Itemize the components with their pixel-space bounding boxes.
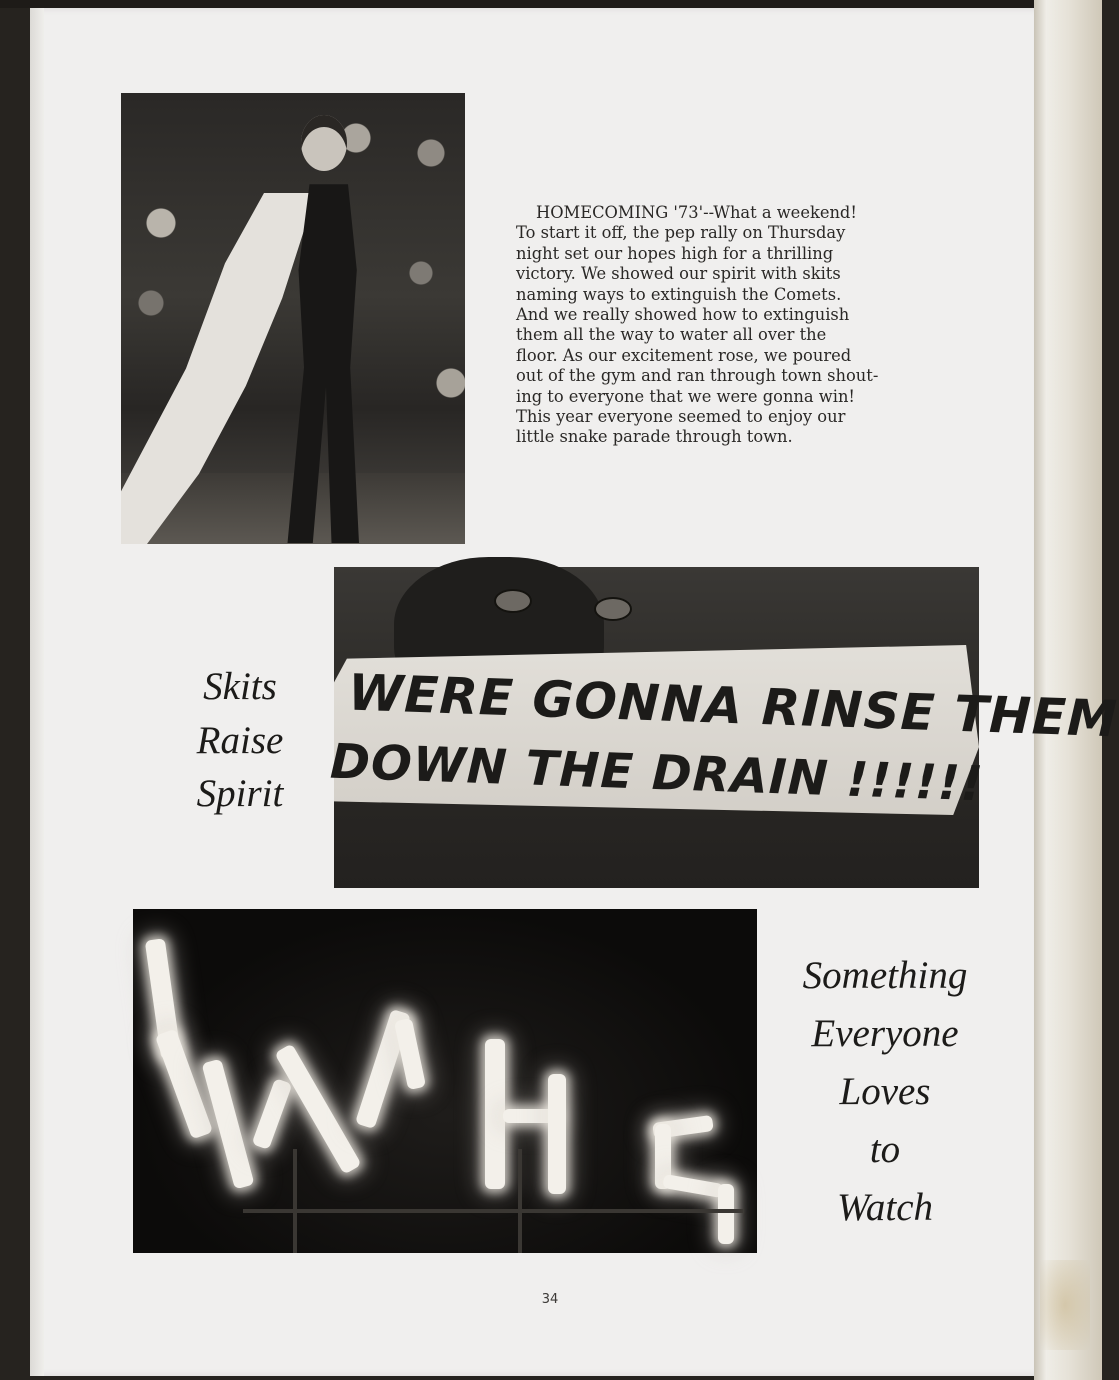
article-line: And we really showed how to extinguish [516, 305, 850, 325]
mask-eye [594, 597, 632, 621]
banner-text-line1: WERE GONNA RINSE THEM [347, 663, 1119, 749]
caption-line: Everyone [811, 1012, 959, 1055]
article-line: night set our hopes high for a thrilling [516, 243, 834, 263]
dancer-head [301, 115, 347, 171]
article-line: floor. As our excitement rose, we poured [516, 345, 852, 365]
banner-photo [329, 567, 1119, 888]
fire-stroke [718, 1184, 734, 1244]
article-line: naming ways to extinguish the Comets. [516, 284, 842, 304]
fire-stroke [548, 1074, 566, 1194]
article-line: HOMECOMING '73'--What a weekend! [536, 203, 857, 222]
caption-line: Something [802, 954, 968, 997]
caption-line: Loves [839, 1070, 931, 1113]
caption-line: Spirit [196, 772, 284, 815]
watch-caption [770, 947, 1000, 1237]
burning-letters-photo [133, 909, 757, 1253]
wood-frame [293, 1149, 297, 1253]
wood-frame [518, 1149, 522, 1253]
page-stain [1040, 1260, 1090, 1350]
banner-text-line2: DOWN THE DRAIN !!!!!! [329, 733, 985, 813]
caption-line: Skits [203, 665, 277, 708]
caption-line: to [869, 1128, 901, 1171]
fire-stroke [485, 1039, 505, 1189]
article-line: little snake parade through town. [516, 427, 793, 447]
skits-caption [160, 660, 320, 821]
page-binding-edge [30, 8, 44, 1376]
page-number: 34 [541, 1292, 559, 1307]
article-line: out of the gym and ran through town shout- [516, 366, 879, 386]
mask-eye [494, 589, 532, 613]
article-line: ing to everyone that we were gonna win! [516, 386, 855, 406]
homecoming-article [516, 203, 936, 448]
caption-line: Raise [196, 718, 284, 762]
top-edge [0, 0, 1102, 8]
wood-frame [243, 1209, 743, 1213]
article-line: To start it off, the pep rally on Thursday [516, 223, 846, 243]
caption-line: Watch [836, 1186, 934, 1229]
article-line: victory. We showed our spirit with skits [516, 264, 841, 284]
cape-dancer-photo [121, 93, 465, 544]
article-line: This year everyone seemed to enjoy our [516, 407, 846, 427]
article-line: them all the way to water all over the [516, 325, 827, 345]
